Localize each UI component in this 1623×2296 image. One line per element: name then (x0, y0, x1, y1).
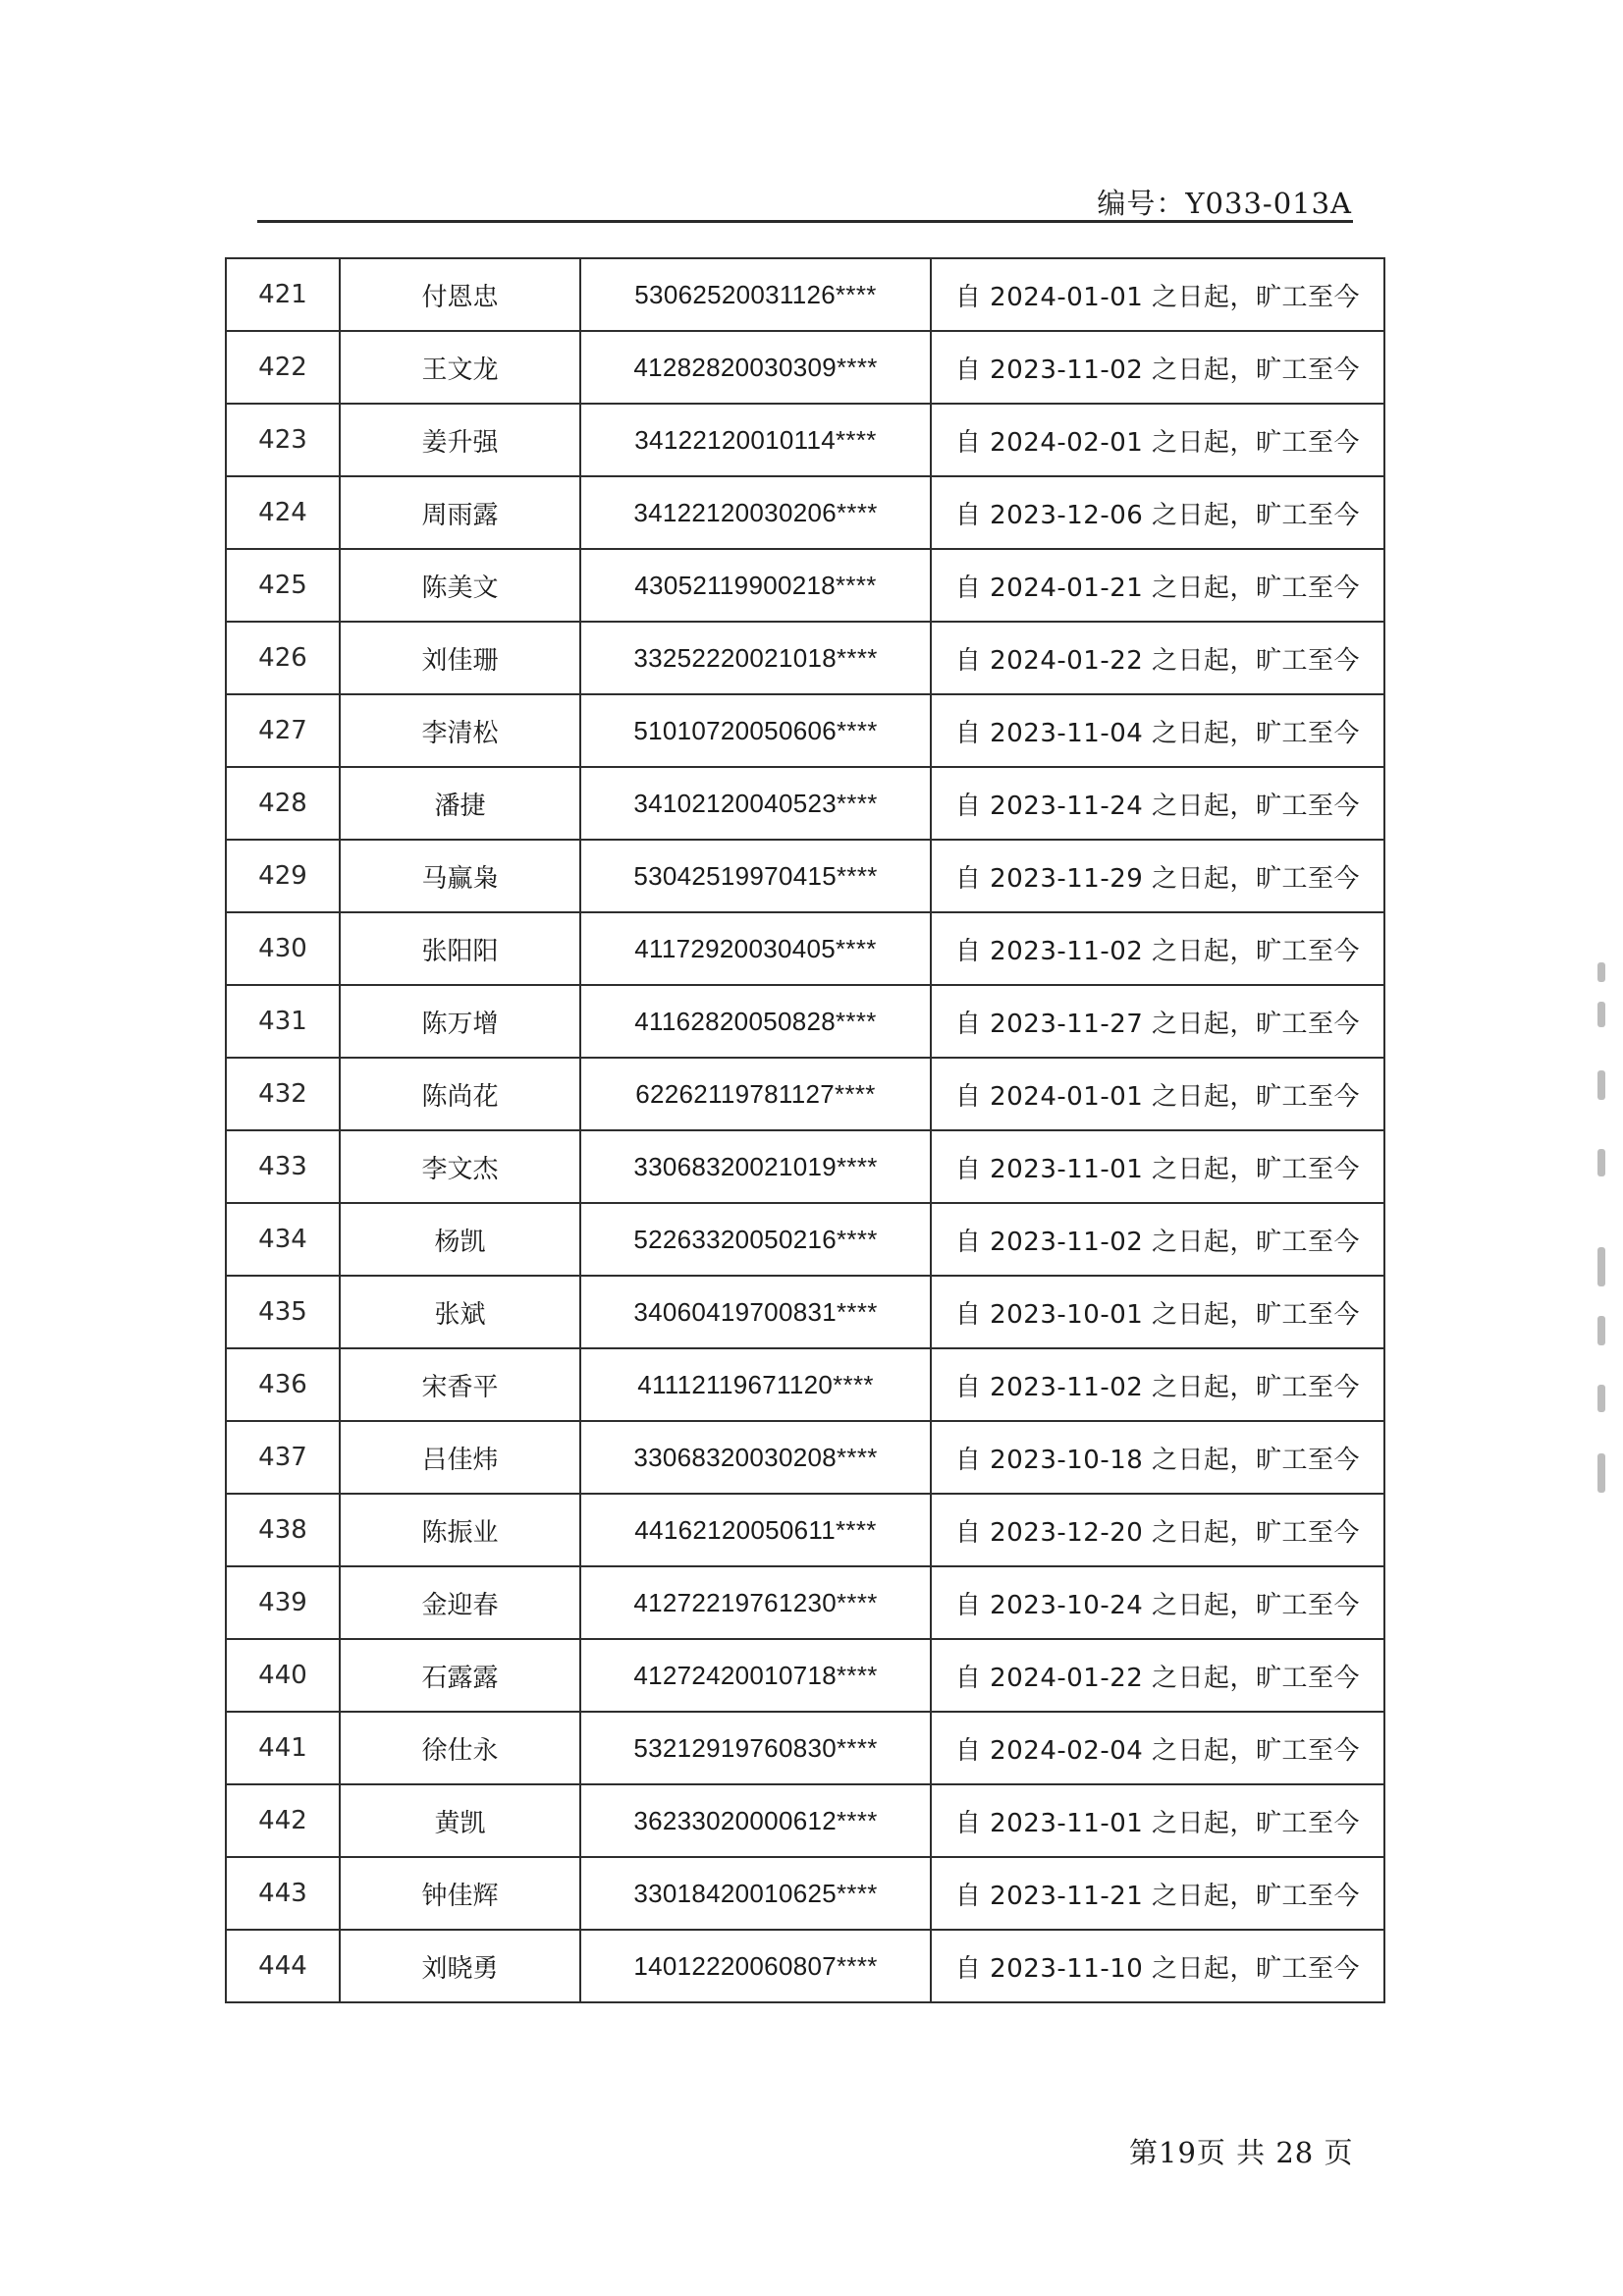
absence-description: 自 2023-11-02 之日起，旷工至今 (931, 1203, 1384, 1276)
row-number: 421 (226, 258, 340, 331)
employee-name: 徐仕永 (340, 1712, 580, 1784)
absence-description: 自 2023-12-06 之日起，旷工至今 (931, 476, 1384, 549)
id-number: 41282820030309**** (580, 331, 931, 404)
row-number: 425 (226, 549, 340, 622)
id-number: 44162120050611**** (580, 1494, 931, 1566)
row-number: 443 (226, 1857, 340, 1930)
employee-name: 王文龙 (340, 331, 580, 404)
row-number: 422 (226, 331, 340, 404)
absence-description: 自 2023-11-04 之日起，旷工至今 (931, 694, 1384, 767)
id-number: 41272219761230**** (580, 1566, 931, 1639)
id-number: 53062520031126**** (580, 258, 931, 331)
row-number: 423 (226, 404, 340, 476)
row-number: 438 (226, 1494, 340, 1566)
table-row (226, 694, 1384, 767)
row-number: 436 (226, 1348, 340, 1421)
absence-description: 自 2023-10-01 之日起，旷工至今 (931, 1276, 1384, 1348)
absence-description: 自 2023-11-29 之日起，旷工至今 (931, 840, 1384, 912)
absence-description: 自 2023-11-01 之日起，旷工至今 (931, 1784, 1384, 1857)
employee-name: 付恩忠 (340, 258, 580, 331)
id-number: 41172920030405**** (580, 912, 931, 985)
employee-name: 刘佳珊 (340, 622, 580, 694)
absence-description: 自 2024-01-22 之日起，旷工至今 (931, 1639, 1384, 1712)
row-number: 433 (226, 1130, 340, 1203)
employee-name: 李清松 (340, 694, 580, 767)
employee-name: 杨凯 (340, 1203, 580, 1276)
employee-name: 黄凯 (340, 1784, 580, 1857)
id-number: 34102120040523**** (580, 767, 931, 840)
row-number: 427 (226, 694, 340, 767)
table-row (226, 1494, 1384, 1566)
id-number: 33252220021018**** (580, 622, 931, 694)
id-number: 33068320030208**** (580, 1421, 931, 1494)
table-row (226, 258, 1384, 331)
table-body (226, 258, 1384, 2002)
table-row (226, 1857, 1384, 1930)
id-number: 41112119671120**** (580, 1348, 931, 1421)
absence-table (225, 257, 1385, 2003)
employee-name: 刘晓勇 (340, 1930, 580, 2002)
table-row (226, 1058, 1384, 1130)
absence-description: 自 2024-01-01 之日起，旷工至今 (931, 1058, 1384, 1130)
table-row (226, 1348, 1384, 1421)
row-number: 430 (226, 912, 340, 985)
employee-name: 陈振业 (340, 1494, 580, 1566)
absence-description: 自 2023-11-27 之日起，旷工至今 (931, 985, 1384, 1058)
employee-name: 周雨露 (340, 476, 580, 549)
table-row (226, 331, 1384, 404)
absence-description: 自 2023-11-24 之日起，旷工至今 (931, 767, 1384, 840)
absence-description: 自 2024-01-21 之日起，旷工至今 (931, 549, 1384, 622)
employee-name: 吕佳炜 (340, 1421, 580, 1494)
id-number: 34122120030206**** (580, 476, 931, 549)
id-number: 53212919760830**** (580, 1712, 931, 1784)
id-number: 41162820050828**** (580, 985, 931, 1058)
employee-name: 马赢枭 (340, 840, 580, 912)
row-number: 435 (226, 1276, 340, 1348)
id-number: 36233020000612**** (580, 1784, 931, 1857)
absence-description: 自 2023-11-02 之日起，旷工至今 (931, 912, 1384, 985)
table-row (226, 1784, 1384, 1857)
id-number: 43052119900218**** (580, 549, 931, 622)
absence-description: 自 2023-10-18 之日起，旷工至今 (931, 1421, 1384, 1494)
table-row (226, 767, 1384, 840)
absence-description: 自 2024-02-01 之日起，旷工至今 (931, 404, 1384, 476)
table-row (226, 404, 1384, 476)
row-number: 426 (226, 622, 340, 694)
table-row (226, 985, 1384, 1058)
absence-description: 自 2023-11-21 之日起，旷工至今 (931, 1857, 1384, 1930)
id-number: 53042519970415**** (580, 840, 931, 912)
row-number: 441 (226, 1712, 340, 1784)
row-number: 431 (226, 985, 340, 1058)
absence-description: 自 2023-11-10 之日起，旷工至今 (931, 1930, 1384, 2002)
id-number: 51010720050606**** (580, 694, 931, 767)
id-number: 33068320021019**** (580, 1130, 931, 1203)
id-number: 52263320050216**** (580, 1203, 931, 1276)
table-row (226, 912, 1384, 985)
id-number: 34060419700831**** (580, 1276, 931, 1348)
absence-description: 自 2024-02-04 之日起，旷工至今 (931, 1712, 1384, 1784)
absence-description: 自 2023-11-02 之日起，旷工至今 (931, 331, 1384, 404)
absence-description: 自 2023-11-02 之日起，旷工至今 (931, 1348, 1384, 1421)
employee-name: 石露露 (340, 1639, 580, 1712)
employee-name: 陈尚花 (340, 1058, 580, 1130)
row-number: 429 (226, 840, 340, 912)
id-number: 34122120010114**** (580, 404, 931, 476)
table-row (226, 1930, 1384, 2002)
row-number: 439 (226, 1566, 340, 1639)
table-row (226, 1130, 1384, 1203)
row-number: 434 (226, 1203, 340, 1276)
table-row (226, 1566, 1384, 1639)
id-number: 41272420010718**** (580, 1639, 931, 1712)
id-number: 14012220060807**** (580, 1930, 931, 2002)
row-number: 440 (226, 1639, 340, 1712)
absence-description: 自 2024-01-01 之日起，旷工至今 (931, 258, 1384, 331)
table-row (226, 1421, 1384, 1494)
id-number: 33018420010625**** (580, 1857, 931, 1930)
employee-name: 宋香平 (340, 1348, 580, 1421)
id-number: 62262119781127**** (580, 1058, 931, 1130)
scan-edge-marks (1590, 962, 1623, 1552)
employee-name: 陈万增 (340, 985, 580, 1058)
row-number: 437 (226, 1421, 340, 1494)
row-number: 428 (226, 767, 340, 840)
table-row (226, 840, 1384, 912)
table-row (226, 549, 1384, 622)
employee-name: 张阳阳 (340, 912, 580, 985)
table-row (226, 476, 1384, 549)
header-rule (257, 220, 1353, 223)
table-row (226, 1712, 1384, 1784)
absence-description: 自 2023-12-20 之日起，旷工至今 (931, 1494, 1384, 1566)
absence-description: 自 2023-11-01 之日起，旷工至今 (931, 1130, 1384, 1203)
employee-name: 张斌 (340, 1276, 580, 1348)
row-number: 432 (226, 1058, 340, 1130)
table-row (226, 622, 1384, 694)
employee-name: 潘捷 (340, 767, 580, 840)
document-number: 编号：Y033-013A (1097, 187, 1352, 220)
table-row (226, 1276, 1384, 1348)
table-row (226, 1639, 1384, 1712)
employee-name: 金迎春 (340, 1566, 580, 1639)
employee-name: 陈美文 (340, 549, 580, 622)
absence-description: 自 2024-01-22 之日起，旷工至今 (931, 622, 1384, 694)
employee-name: 李文杰 (340, 1130, 580, 1203)
employee-name: 钟佳辉 (340, 1857, 580, 1930)
row-number: 444 (226, 1930, 340, 2002)
row-number: 424 (226, 476, 340, 549)
table-row (226, 1203, 1384, 1276)
page-number: 第19页 共 28 页 (1129, 2136, 1354, 2169)
absence-description: 自 2023-10-24 之日起，旷工至今 (931, 1566, 1384, 1639)
employee-name: 姜升强 (340, 404, 580, 476)
row-number: 442 (226, 1784, 340, 1857)
